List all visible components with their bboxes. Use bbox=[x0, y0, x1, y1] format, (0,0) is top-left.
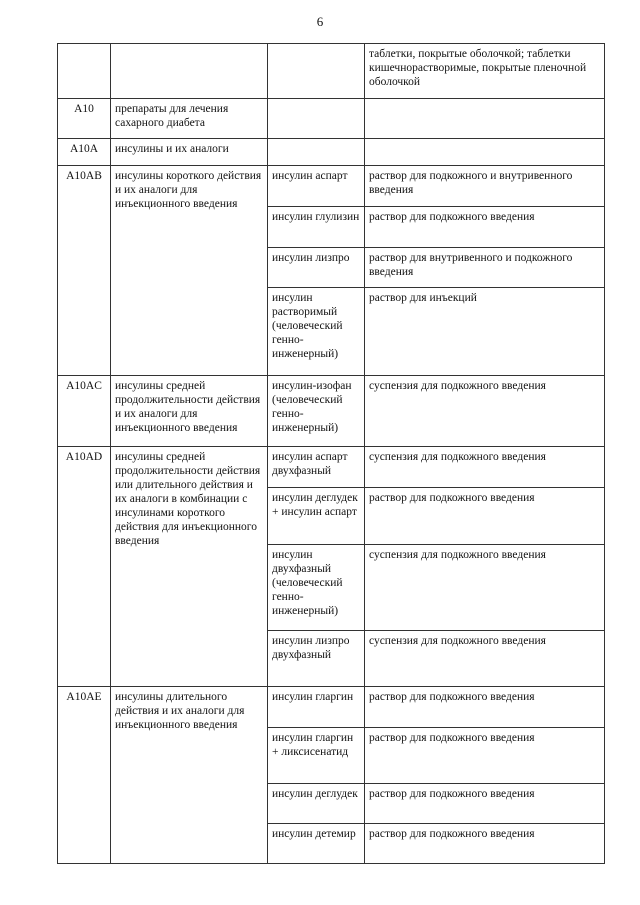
drug-name-cell bbox=[268, 44, 365, 99]
table-row bbox=[58, 44, 605, 99]
table-row bbox=[58, 687, 605, 728]
page-number: 6 bbox=[316, 14, 324, 29]
drug-name-cell: инсулин деглудек bbox=[268, 784, 365, 824]
drug-list-table bbox=[57, 43, 605, 864]
table-row bbox=[58, 166, 605, 207]
drug-name-cell bbox=[268, 139, 365, 166]
atc-code-cell: A10AD bbox=[58, 447, 111, 687]
atc-code-cell: A10AB bbox=[58, 166, 111, 376]
table-row bbox=[58, 139, 605, 166]
drug-name-cell: инсулин аспарт bbox=[268, 166, 365, 207]
drug-name-cell: инсулин гларгин bbox=[268, 687, 365, 728]
dosage-form-cell: суспензия для подкожного введения bbox=[365, 376, 605, 447]
drug-name-cell: инсулин-изофан (человеческий генно-инженерный) bbox=[268, 376, 365, 447]
dosage-form-cell: раствор для инъекций bbox=[365, 288, 605, 376]
group-name-cell: препараты для лечения сахарного диабета bbox=[111, 99, 268, 139]
dosage-form-cell: раствор для подкожного введения bbox=[365, 824, 605, 864]
drug-name-cell: инсулин деглудек + инсулин аспарт bbox=[268, 488, 365, 545]
drug-name-cell bbox=[268, 99, 365, 139]
drug-name-cell: инсулин лизпро двухфазный bbox=[268, 631, 365, 687]
drug-name-cell: инсулин аспарт двухфазный bbox=[268, 447, 365, 488]
group-name-cell: инсулины и их аналоги bbox=[111, 139, 268, 166]
dosage-form-cell: раствор для внутривенного и подкожного введения bbox=[365, 248, 605, 288]
drug-name-cell: инсулин глулизин bbox=[268, 207, 365, 248]
dosage-form-cell: раствор для подкожного введения bbox=[365, 784, 605, 824]
dosage-form-cell: раствор для подкожного и внутривенного введения bbox=[365, 166, 605, 207]
dosage-form-cell: раствор для подкожного введения bbox=[365, 488, 605, 545]
drug-name-cell: инсулин детемир bbox=[268, 824, 365, 864]
atc-code-cell bbox=[58, 44, 111, 99]
dosage-form-cell: суспензия для подкожного введения bbox=[365, 447, 605, 488]
dosage-form-cell: таблетки, покрытые оболочкой; таблетки кишечнорастворимые, покрытые пленочной оболочкой bbox=[365, 44, 605, 99]
dosage-form-cell: суспензия для подкожного введения bbox=[365, 631, 605, 687]
table-row bbox=[58, 447, 605, 488]
group-name-cell: инсулины средней продолжительности действия или длительного действия и их аналоги в комбинации с инсулинами короткого действия для инъекционного введения bbox=[111, 447, 268, 687]
drug-name-cell: инсулин двухфазный (человеческий генно-инженерный) bbox=[268, 545, 365, 631]
group-name-cell bbox=[111, 44, 268, 99]
dosage-form-cell: суспензия для подкожного введения bbox=[365, 545, 605, 631]
drug-name-cell: инсулин растворимый (человеческий генно-инженерный) bbox=[268, 288, 365, 376]
drug-name-cell: инсулин лизпро bbox=[268, 248, 365, 288]
dosage-form-cell: раствор для подкожного введения bbox=[365, 687, 605, 728]
dosage-form-cell bbox=[365, 99, 605, 139]
group-name-cell: инсулины длительного действия и их аналоги для инъекционного введения bbox=[111, 687, 268, 864]
atc-code-cell: A10A bbox=[58, 139, 111, 166]
group-name-cell: инсулины короткого действия и их аналоги для инъекционного введения bbox=[111, 166, 268, 376]
atc-code-cell: A10 bbox=[58, 99, 111, 139]
group-name-cell: инсулины средней продолжительности действия и их аналоги для инъекционного введения bbox=[111, 376, 268, 447]
dosage-form-cell: раствор для подкожного введения bbox=[365, 728, 605, 784]
atc-code-cell: A10AE bbox=[58, 687, 111, 864]
table-row bbox=[58, 376, 605, 447]
dosage-form-cell: раствор для подкожного введения bbox=[365, 207, 605, 248]
dosage-form-cell bbox=[365, 139, 605, 166]
table-row bbox=[58, 99, 605, 139]
drug-name-cell: инсулин гларгин + ликсисенатид bbox=[268, 728, 365, 784]
atc-code-cell: A10AC bbox=[58, 376, 111, 447]
